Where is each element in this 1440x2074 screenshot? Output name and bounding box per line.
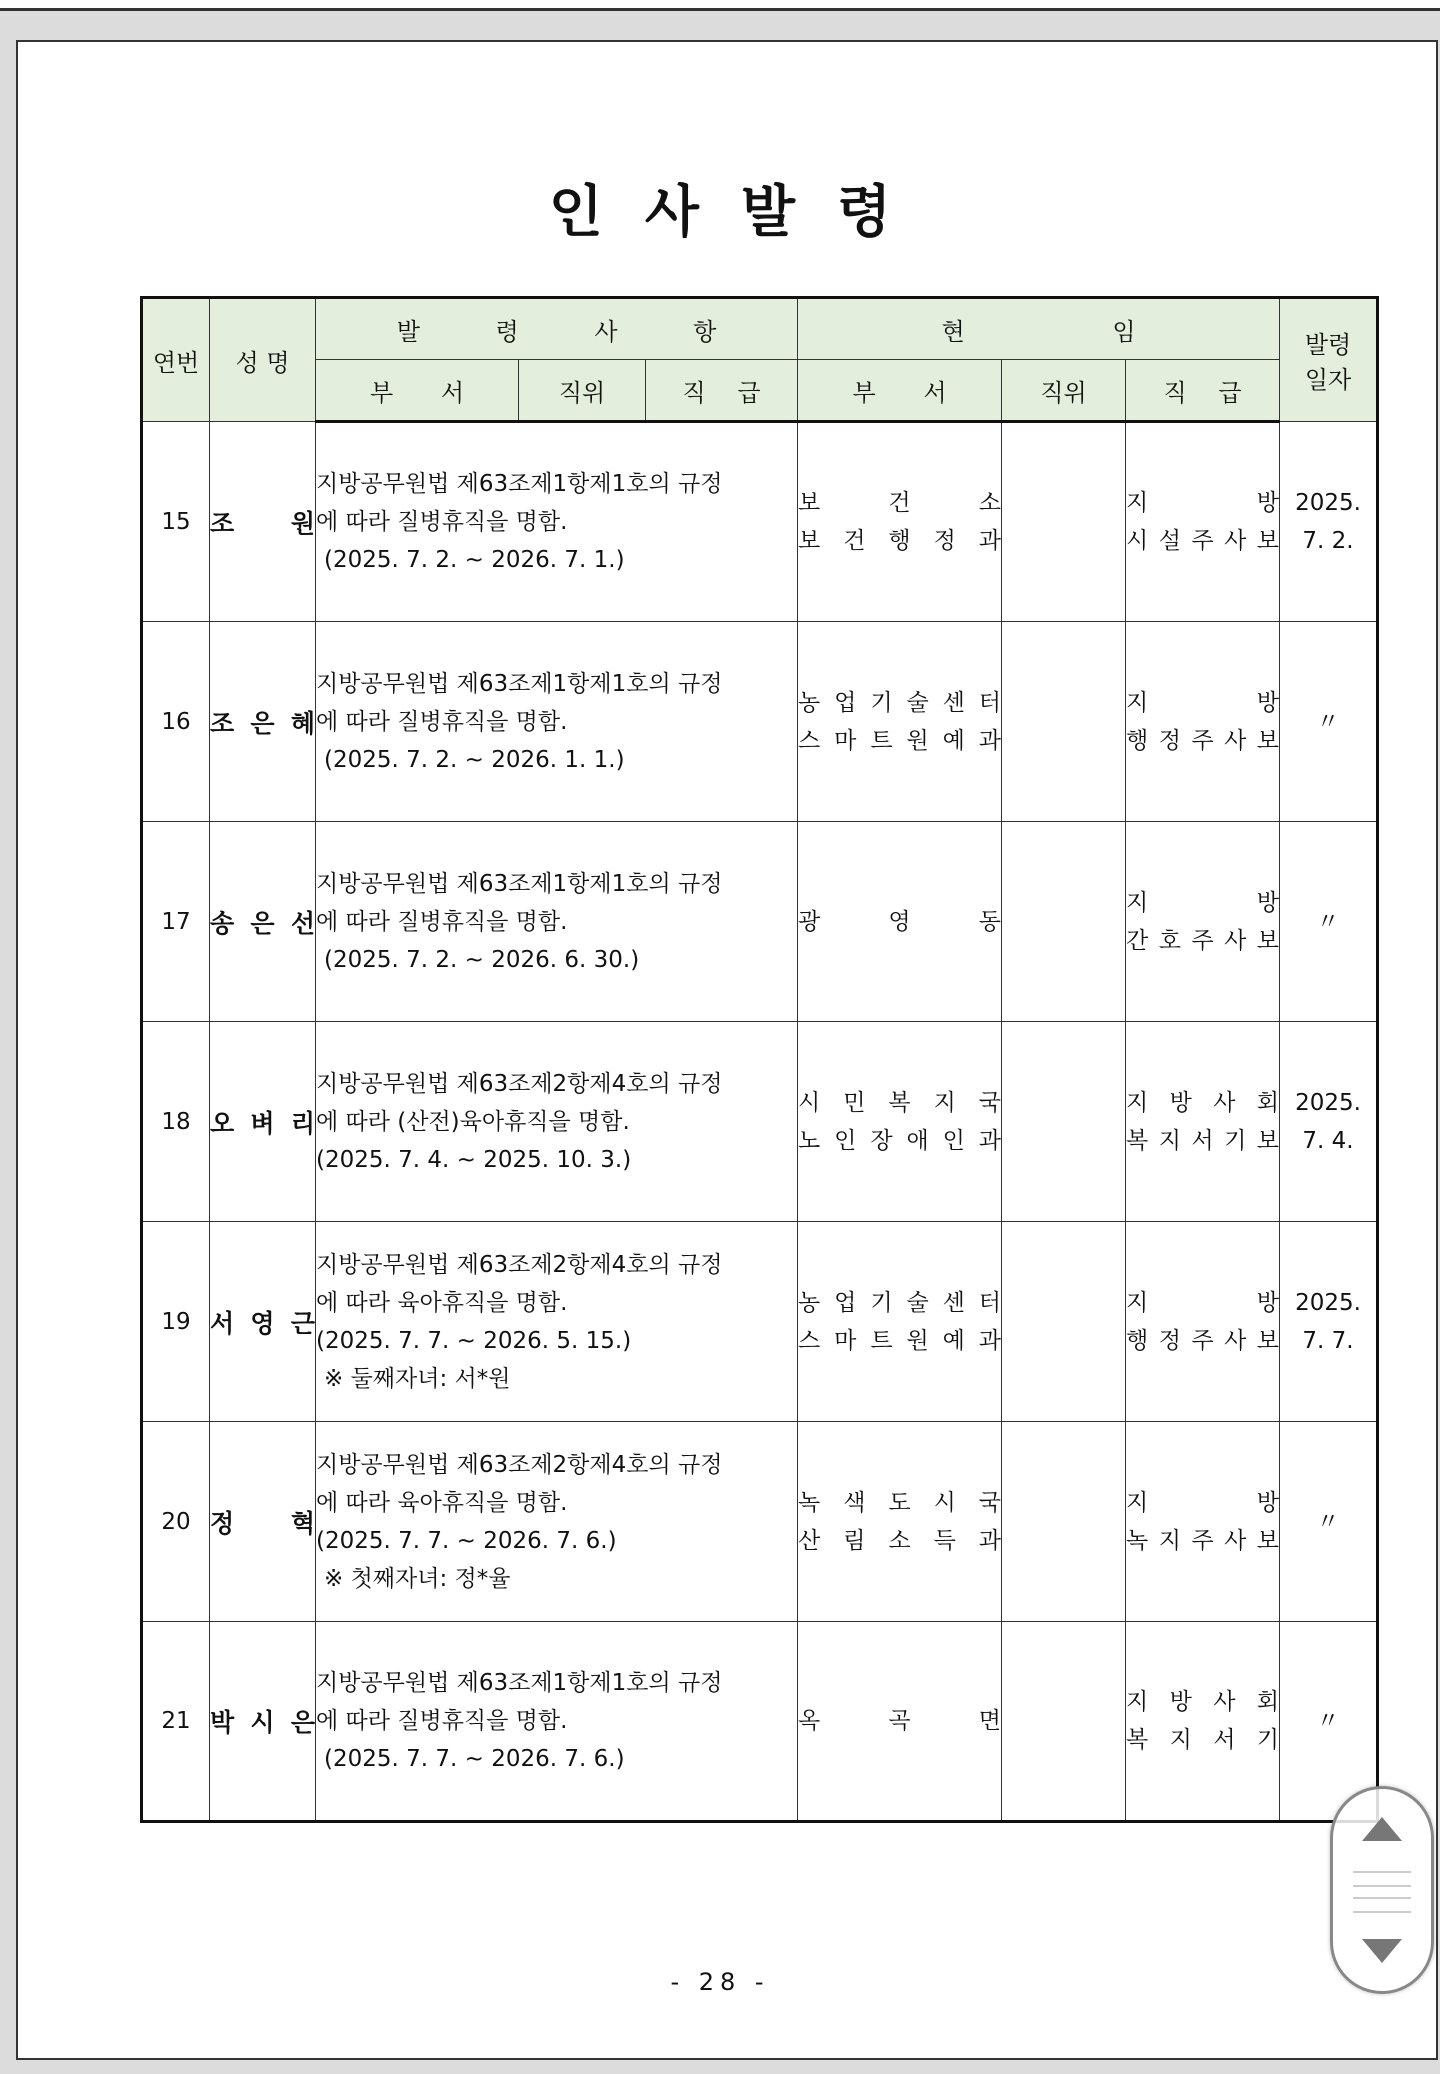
row-date-line: 7. 2. bbox=[1302, 527, 1354, 554]
row-order-date bbox=[1280, 1022, 1378, 1222]
header-date-line1: 발령 bbox=[1304, 331, 1352, 359]
row-name-cell bbox=[210, 1422, 316, 1622]
row-order-date bbox=[1280, 1422, 1378, 1622]
row-current-position bbox=[1002, 1222, 1126, 1422]
appointment-table bbox=[140, 296, 1379, 1823]
scroll-up-button[interactable] bbox=[1333, 1797, 1431, 1861]
row-order-date bbox=[1280, 1222, 1378, 1422]
header-order-dept-label: 부 서 bbox=[370, 378, 464, 407]
row-order-line: 에 따라 육아휴직을 명함. bbox=[316, 1289, 568, 1316]
row-seq: 18 bbox=[142, 1022, 210, 1222]
row-seq: 17 bbox=[142, 822, 210, 1022]
row-name-cell bbox=[210, 422, 316, 622]
page-number: - 28 - bbox=[670, 1968, 770, 1996]
row-grade-line: 지 방 bbox=[1126, 490, 1279, 516]
row-order-content bbox=[316, 1022, 798, 1222]
row-current-position bbox=[1002, 622, 1126, 822]
row-order-line: ※ 둘째자녀: 서*원 bbox=[324, 1365, 511, 1392]
table-row bbox=[142, 1422, 1378, 1622]
triangle-down-icon bbox=[1360, 1937, 1404, 1965]
header-seq: 연번 bbox=[142, 298, 210, 422]
header-name: 성 명 bbox=[210, 298, 316, 422]
table-header bbox=[142, 298, 1378, 422]
row-dept-line: 스 마 트 원 예 과 bbox=[798, 1327, 1001, 1354]
row-date-line: 〃 bbox=[1316, 908, 1340, 935]
row-dept-line: 노 인 장 애 인 과 bbox=[798, 1127, 1001, 1154]
header-current-grade bbox=[1126, 360, 1280, 422]
row-dept-line: 보 건 소 bbox=[798, 490, 1001, 516]
row-order-content bbox=[316, 1222, 798, 1422]
row-order-content bbox=[316, 622, 798, 822]
header-order-subgroup bbox=[316, 360, 798, 422]
header-current-group bbox=[798, 298, 1280, 360]
row-order-line: 에 따라 질병휴직을 명함. bbox=[316, 708, 568, 735]
row-order-line: 에 따라 육아휴직을 명함. bbox=[316, 1489, 568, 1516]
row-name-cell bbox=[210, 1022, 316, 1222]
table-row bbox=[142, 1022, 1378, 1222]
row-grade-line: 지 방 사 회 bbox=[1126, 1089, 1279, 1116]
row-seq: 21 bbox=[142, 1622, 210, 1822]
row-seq: 15 bbox=[142, 422, 210, 622]
table-row bbox=[142, 822, 1378, 1022]
table-row bbox=[142, 1622, 1378, 1822]
row-date-line: 2025. bbox=[1295, 1089, 1361, 1116]
row-seq: 19 bbox=[142, 1222, 210, 1422]
row-current-position bbox=[1002, 1022, 1126, 1222]
row-dept-line: 옥 곡 면 bbox=[798, 1708, 1001, 1734]
row-date-line: 〃 bbox=[1316, 708, 1340, 735]
scroll-control[interactable] bbox=[1330, 1786, 1434, 1994]
header-current-position: 직위 bbox=[1002, 360, 1126, 422]
row-current-dept bbox=[798, 1422, 1002, 1622]
row-name-cell bbox=[210, 822, 316, 1022]
header-current-dept-label: 부 서 bbox=[852, 378, 947, 407]
row-order-content bbox=[316, 422, 798, 622]
scroll-down-button[interactable] bbox=[1333, 1919, 1431, 1983]
row-name: 조 은 혜 bbox=[210, 708, 315, 738]
row-order-line: (2025. 7. 2. ~ 2026. 7. 1.) bbox=[324, 547, 625, 573]
row-order-line: 에 따라 (산전)육아휴직을 명함. bbox=[316, 1108, 630, 1135]
header-current-group-label: 현 임 bbox=[941, 317, 1136, 346]
row-current-grade bbox=[1126, 1422, 1280, 1622]
row-order-line: 에 따라 질병휴직을 명함. bbox=[316, 1708, 568, 1734]
row-order-line: 지방공무원법 제63조제2항제4호의 규정 bbox=[316, 1070, 723, 1097]
row-current-position bbox=[1002, 1622, 1126, 1822]
scroll-grip[interactable] bbox=[1353, 1871, 1411, 1913]
row-date-line: 7. 4. bbox=[1302, 1127, 1354, 1154]
row-grade-line: 지 방 사 회 bbox=[1126, 1689, 1279, 1715]
row-dept-line: 농 업 기 술 센 터 bbox=[798, 1289, 1001, 1316]
triangle-up-icon bbox=[1360, 1815, 1404, 1843]
row-current-dept bbox=[798, 1622, 1002, 1822]
row-current-dept bbox=[798, 822, 1002, 1022]
row-name: 조 원 bbox=[210, 508, 315, 538]
row-order-line: 지방공무원법 제63조제1항제1호의 규정 bbox=[316, 471, 723, 497]
header-order-position bbox=[519, 360, 646, 420]
table-row bbox=[142, 422, 1378, 622]
row-grade-line: 지 방 bbox=[1126, 889, 1279, 916]
row-current-grade bbox=[1126, 1222, 1280, 1422]
row-order-line: (2025. 7. 2. ~ 2026. 1. 1.) bbox=[324, 746, 625, 773]
row-order-line: (2025. 7. 2. ~ 2026. 6. 30.) bbox=[324, 946, 640, 973]
row-order-line: (2025. 7. 7. ~ 2026. 5. 15.) bbox=[316, 1327, 632, 1354]
row-current-grade bbox=[1126, 1022, 1280, 1222]
row-grade-line: 녹 지 주 사 보 bbox=[1126, 1527, 1279, 1554]
row-dept-line: 시 민 복 지 국 bbox=[798, 1089, 1001, 1116]
row-dept-line: 산 림 소 득 과 bbox=[798, 1527, 1001, 1554]
row-order-content bbox=[316, 1622, 798, 1822]
row-order-date bbox=[1280, 422, 1378, 622]
row-current-position bbox=[1002, 1422, 1126, 1622]
header-order-position-label: 직위 bbox=[558, 378, 606, 407]
row-name: 박 시 은 bbox=[210, 1708, 315, 1737]
header-order-grade-label: 직 급 bbox=[682, 378, 761, 407]
row-order-line: (2025. 7. 7. ~ 2026. 7. 6.) bbox=[316, 1527, 617, 1554]
header-date bbox=[1280, 298, 1378, 422]
previous-page-edge bbox=[0, 0, 1440, 11]
table-row bbox=[142, 622, 1378, 822]
row-current-dept bbox=[798, 422, 1002, 622]
row-grade-line: 간 호 주 사 보 bbox=[1126, 927, 1279, 954]
row-current-dept bbox=[798, 1022, 1002, 1222]
row-date-line: 2025. bbox=[1295, 1289, 1361, 1316]
row-grade-line: 지 방 bbox=[1126, 1489, 1279, 1516]
row-order-line: 지방공무원법 제63조제1항제1호의 규정 bbox=[316, 670, 723, 697]
row-name: 오 벼 리 bbox=[210, 1108, 315, 1138]
row-name: 송 은 선 bbox=[210, 908, 315, 938]
row-order-line: 지방공무원법 제63조제2항제4호의 규정 bbox=[316, 1251, 723, 1278]
row-grade-line: 행 정 주 사 보 bbox=[1126, 1327, 1279, 1354]
row-grade-line: 지 방 bbox=[1126, 689, 1279, 716]
row-grade-line: 행 정 주 사 보 bbox=[1126, 727, 1279, 754]
row-order-date bbox=[1280, 822, 1378, 1022]
row-order-line: 에 따라 질병휴직을 명함. bbox=[316, 908, 568, 935]
row-dept-line: 광 영 동 bbox=[798, 908, 1001, 935]
row-date-line: 7. 7. bbox=[1302, 1327, 1354, 1354]
row-date-line: 〃 bbox=[1316, 1508, 1340, 1535]
row-seq: 20 bbox=[142, 1422, 210, 1622]
row-order-content bbox=[316, 1422, 798, 1622]
row-name-cell bbox=[210, 622, 316, 822]
row-order-line: 지방공무원법 제63조제1항제1호의 규정 bbox=[316, 1670, 723, 1696]
row-date-line: 2025. bbox=[1295, 489, 1361, 516]
row-current-grade bbox=[1126, 1622, 1280, 1822]
row-name: 정 혁 bbox=[210, 1508, 315, 1538]
header-current-grade-label: 직 급 bbox=[1163, 378, 1242, 407]
header-current-dept bbox=[798, 360, 1002, 422]
row-current-grade bbox=[1126, 822, 1280, 1022]
row-dept-line: 스 마 트 원 예 과 bbox=[798, 727, 1001, 754]
row-date-line: 〃 bbox=[1316, 1708, 1340, 1734]
row-order-line: ※ 첫째자녀: 정*율 bbox=[324, 1565, 511, 1592]
row-grade-line: 복 지 서 기 bbox=[1126, 1727, 1279, 1753]
row-order-line: 지방공무원법 제63조제1항제1호의 규정 bbox=[316, 870, 723, 897]
row-grade-line: 지 방 bbox=[1126, 1289, 1279, 1316]
row-order-line: 에 따라 질병휴직을 명함. bbox=[316, 509, 568, 535]
row-dept-line: 보 건 행 정 과 bbox=[798, 528, 1001, 554]
row-dept-line: 녹 색 도 시 국 bbox=[798, 1489, 1001, 1516]
row-name-cell bbox=[210, 1222, 316, 1422]
header-order-group bbox=[316, 298, 798, 360]
row-seq: 16 bbox=[142, 622, 210, 822]
header-order-grade bbox=[646, 360, 797, 420]
row-current-grade bbox=[1126, 622, 1280, 822]
row-dept-line: 농 업 기 술 센 터 bbox=[798, 689, 1001, 716]
row-order-line: (2025. 7. 4. ~ 2025. 10. 3.) bbox=[316, 1146, 632, 1173]
row-name-cell bbox=[210, 1622, 316, 1822]
row-grade-line: 복 지 서 기 보 bbox=[1126, 1127, 1279, 1154]
row-order-date bbox=[1280, 622, 1378, 822]
header-date-line2: 일자 bbox=[1304, 366, 1352, 394]
table-body bbox=[142, 422, 1378, 1822]
header-order-group-label: 발 령 사 항 bbox=[396, 317, 751, 346]
row-current-position bbox=[1002, 422, 1126, 622]
row-order-line: 지방공무원법 제63조제2항제4호의 규정 bbox=[316, 1451, 723, 1478]
row-name: 서 영 근 bbox=[210, 1308, 315, 1338]
row-order-line: (2025. 7. 7. ~ 2026. 7. 6.) bbox=[324, 1746, 625, 1772]
row-current-position bbox=[1002, 822, 1126, 1022]
table-row bbox=[142, 1222, 1378, 1422]
row-current-dept bbox=[798, 1222, 1002, 1422]
row-order-content bbox=[316, 822, 798, 1022]
row-current-grade bbox=[1126, 422, 1280, 622]
row-current-dept bbox=[798, 622, 1002, 822]
header-order-dept bbox=[316, 360, 519, 420]
document-title: 인사발령 bbox=[548, 180, 934, 245]
row-grade-line: 시 설 주 사 보 bbox=[1126, 528, 1279, 554]
